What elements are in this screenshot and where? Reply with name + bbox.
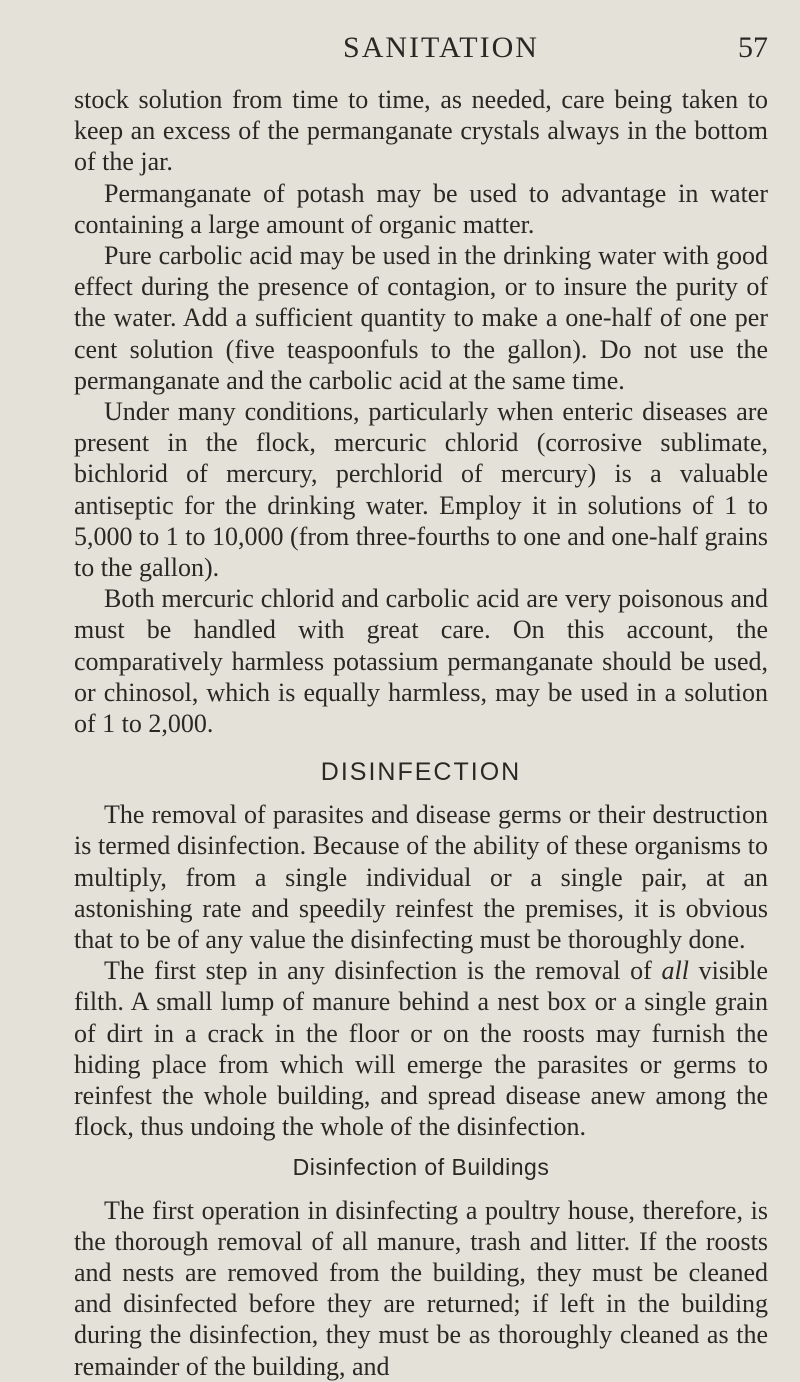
emphasis: all (661, 956, 689, 986)
page-number: 57 (738, 31, 768, 64)
paragraph: Under many conditions, particularly when enteric diseases are present in the flock, mercuric chlorid (corrosive sublimate, bichlorid of mercury, perchlorid of mercury) is a valuable antiseptic for the drinking water. Employ it in solutions of 1 to 5,000 to 1 to 10,000 (from three-fourths to one and one-half grains to the gallon). (74, 397, 768, 583)
paragraph: Pure carbolic acid may be used in the drinking water with good effect during the presence of contagion, or to insure the purity of the water. Add a sufficient quantity to make a one-half of one per cent solution (five teaspoonfuls to the gallon). Do not use the permanganate and the carbolic acid at the same time. (74, 241, 768, 395)
paragraph-text: visible filth. A small lump of manure behind a nest box or a single grain of dirt in a crack in the floor or on the roosts may furnish the hiding place from which will emerge the parasites or germs to reinfest the whole building, and spread disease anew among the flock, thus undoing the whole of the disinfection. (74, 956, 768, 1142)
paragraph: stock solution from time to time, as needed, care being taken to keep an excess of the permanganate crystals always in the bottom of the jar. (74, 85, 768, 177)
paragraph-text: The first step in any disinfection is the removal of (104, 956, 662, 986)
section-heading: DISINFECTION (320, 758, 522, 787)
running-title: SANITATION (343, 31, 539, 64)
running-head (74, 28, 768, 72)
paragraph: Both mercuric chlorid and carbolic acid are very poisonous and must be handled with great care. On this account, the comparatively harmless potassium permanganate should be used, or chinosol, which is equally harmless, may be used in a solution of 1 to 2,000. (74, 584, 768, 739)
paragraph (74, 955, 768, 1142)
subsection-heading: Disinfection of Buildings (292, 1153, 550, 1180)
paragraph: The first operation in disinfecting a poultry house, therefore, is the thorough removal of all manure, trash and litter. If the roosts and nests are removed from the building, they must be cleaned and disinfected before they are returned; if left in the building during the disinfection, they must be as thoroughly cleaned as the remainder of the building, and (74, 1195, 768, 1381)
body-text (74, 84, 768, 1382)
paragraph: The removal of parasites and disease germs or their destruction is termed disinfection. Because of the ability of these organisms to multiply, from a single individual or a single pair, at an astonishing rate and speedily reinfest the premises, it is obvious that to be of any value the disinfecting must be thoroughly done. (74, 800, 768, 955)
paragraph: Permanganate of potash may be used to advantage in water containing a large amount of organic matter. (74, 178, 768, 239)
